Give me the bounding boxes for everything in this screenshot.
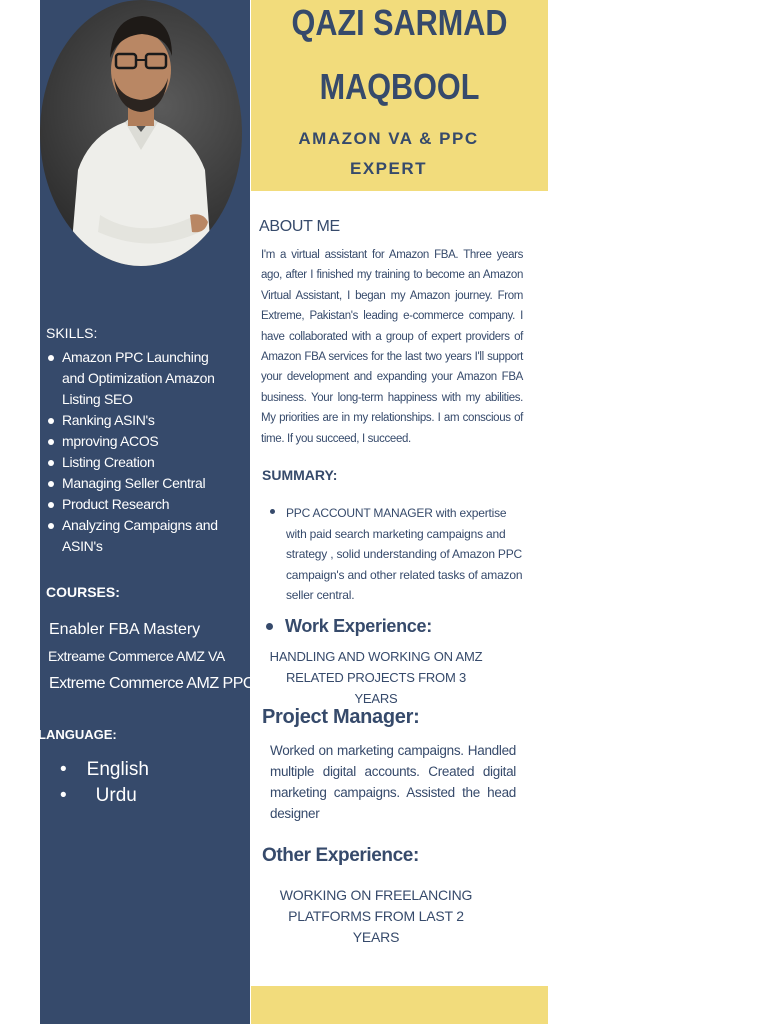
other-experience-heading: Other Experience: (262, 845, 419, 866)
other-experience-line: WORKING ON FREELANCING (279, 887, 473, 903)
profile-photo (40, 0, 242, 266)
bullet-icon (48, 502, 54, 508)
bullet-icon (48, 460, 54, 466)
course-item: Extreme Commerce AMZ PPC (49, 675, 254, 692)
bullet-icon (48, 481, 54, 487)
about-heading: ABOUT ME (259, 218, 340, 235)
list-item: Amazon PPC Launching and Optimization Amazon Listing SEO (46, 347, 232, 410)
list-item: Analyzing Campaigns and ASIN's (46, 515, 232, 557)
other-experience-line: PLATFORMS FROM LAST 2 YEARS (288, 908, 464, 945)
bullet-icon (266, 623, 273, 630)
language-item: • Urdu (60, 785, 137, 806)
list-item: Managing Seller Central (46, 473, 232, 494)
skills-heading: SKILLS: (46, 325, 98, 341)
language-heading: LANGUAGE: (38, 727, 117, 742)
bullet-icon (48, 355, 54, 361)
bullet-icon: • (60, 759, 67, 780)
footer-band (251, 986, 548, 1024)
role-line-2: EXPERT (349, 159, 428, 178)
bullet-icon (48, 418, 54, 424)
work-experience-heading: Work Experience: (285, 616, 432, 636)
role-line-1: AMAZON VA & PPC (298, 129, 479, 148)
work-experience-line: RELATED PROJECTS FROM 3 YEARS (285, 670, 467, 706)
list-item: Product Research (46, 494, 232, 515)
work-experience-line: HANDLING AND WORKING ON AMZ (269, 649, 483, 664)
bullet-icon (270, 509, 275, 514)
list-item: Listing Creation (46, 452, 232, 473)
name-line-1: QAZI SARMAD (291, 2, 508, 43)
person-portrait-icon (40, 0, 242, 266)
bullet-icon (48, 439, 54, 445)
project-manager-text: Worked on marketing campaigns. Handled multiple digital accounts. Created digital marketing campaigns. Assisted the head designer (270, 743, 516, 821)
summary-item (270, 503, 526, 606)
course-item: Enabler FBA Mastery (49, 621, 201, 638)
bullet-icon: • (60, 785, 67, 806)
project-manager-heading: Project Manager: (262, 706, 420, 728)
skills-list (46, 347, 232, 557)
course-item: Extreame Commerce AMZ VA (48, 648, 225, 664)
name-line-2: MAQBOOL (319, 66, 480, 107)
list-item: mproving ACOS (46, 431, 232, 452)
courses-heading: COURSES: (46, 584, 120, 600)
about-text: I'm a virtual assistant for Amazon FBA. Three years ago, after I finished my training to become an Amazon Virtual Assistant, I began my Amazon journey. From Extreme, Pakistan's leading e-commerce company. I have collaborated with a group of expert providers of Amazon FBA services for the last two years I'll support your development and expanding your Amazon FBA business. Your long-term happiness with my abilities. My priorities are in my relationships. I am conscious of time. If you succeed, I succeed. (261, 249, 523, 445)
summary-text: PPC ACCOUNT MANAGER with expertise with paid search marketing campaigns and strategy , solid understanding of Amazon PPC campaign's and other related tasks of amazon seller central. (286, 506, 523, 602)
bullet-icon (48, 523, 54, 529)
summary-heading: SUMMARY: (262, 467, 338, 483)
language-item: • English (60, 759, 149, 780)
list-item: Ranking ASIN's (46, 410, 232, 431)
